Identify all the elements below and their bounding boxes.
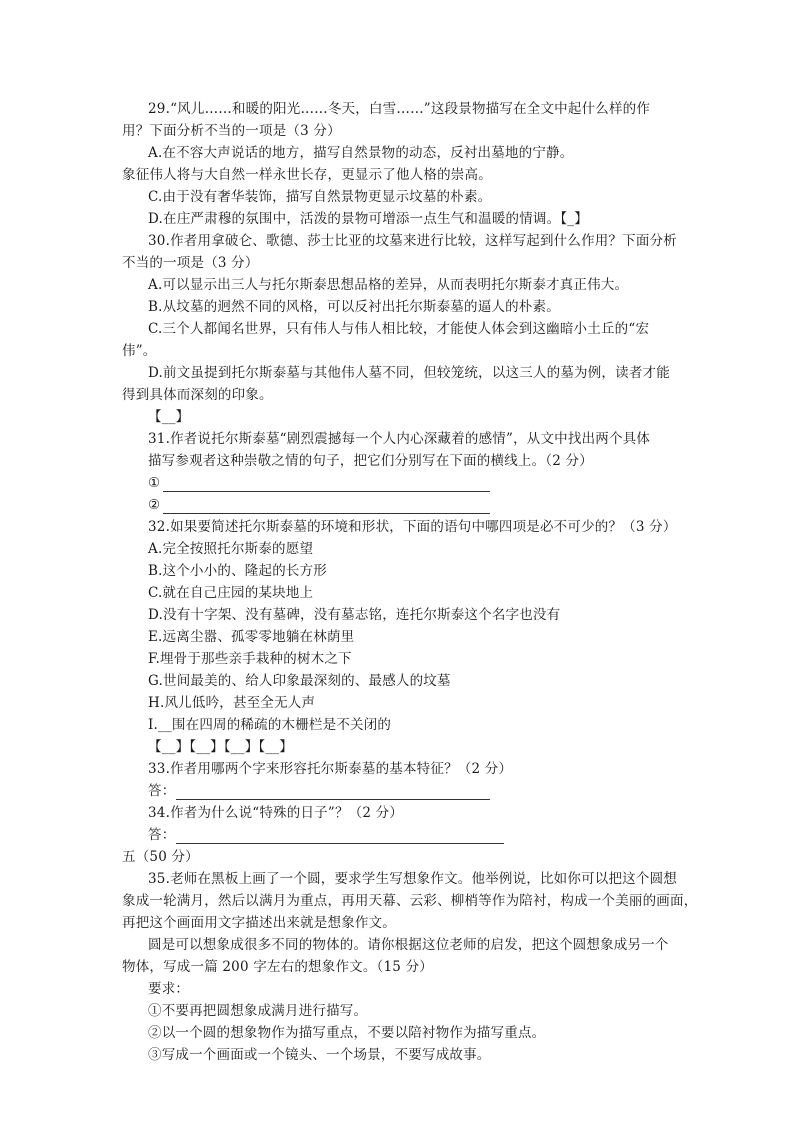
q30-option-b: B.从坟墓的迥然不同的风格，可以反衬出托尔斯泰墓的逼人的朴素。 [148,299,560,315]
q31-stem-cont: 描写参观者这种崇敬之情的句子，把它们分别写在下面的横线上。（2 分） [148,453,593,469]
q32-option-g: G.世间最美的、给人印象最深刻的、最感人的坟墓 [148,673,451,689]
q29-option-b: 象征伟人将与大自然一样永世长存，更显示了他人格的崇高。 [122,167,492,183]
q30-option-d-cont: 得到具体而深刻的印象。 [122,387,273,403]
q35-stem-cont-2: 再把这个画面用文字描述出来就是想象作文。 [122,915,396,931]
q33-answer-label: 答： [148,783,176,799]
q35-requirement-1: ①不要再把圆想象成满月进行描写。 [148,1003,368,1019]
q32-stem: 32.如果要简述托尔斯泰墓的环境和形状，下面的语句中哪四项是必不可少的？（3 分） [148,519,677,535]
q30-option-c-cont: 伟”。 [122,343,157,359]
q29-option-c: C.由于没有奢华装饰，描写自然景物更显示坟墓的朴素。 [148,189,492,205]
q30-option-d: D.前文虽提到托尔斯泰墓与其他伟人墓不同，但较笼统，以这三人的墓为例，读者才能 [148,365,670,381]
q32-option-a: A.完全按照托尔斯泰的愿望 [148,541,314,557]
q35-requirement-3: ③写成一个画面或一个镜头、一个场景，不要写成故事。 [148,1047,491,1063]
q30-option-c: C.三个人都闻名世界，只有伟人与伟人相比较，才能使人体会到这幽暗小土丘的“宏 [148,321,650,337]
q33-answer-line[interactable] [176,799,490,800]
q30-stem-cont: 不当的一项是（3 分） [122,255,259,271]
q30-stem: 30.作者用拿破仑、歌德、莎士比亚的坟墓来进行比较，这样写起到什么作用？下面分析 [148,233,677,249]
q29-option-d: D.在庄严肃穆的氛围中，活泼的景物可增添一点生气和温暖的情调。【_】 [148,211,588,227]
q32-option-f: F.埋骨于那些亲手栽种的树木之下 [148,651,352,667]
q35-stem-cont-1: 象成一轮满月，然后以满月为重点，再用天幕、云彩、柳梢等作为陪衬，构成一个美丽的画面， [122,893,698,909]
q33-stem: 33.作者用哪两个字来形容托尔斯泰墓的基本特征？（2 分） [148,761,513,777]
q29-stem-cont: 用？下面分析不当的一项是（3 分） [122,123,341,139]
q34-stem: 34.作者为什么说“特殊的日子”？（2 分） [148,805,404,821]
q29-option-a: A.在不容大声说话的地方，描写自然景物的动态，反衬出墓地的宁静。 [148,145,574,161]
q34-answer-line[interactable] [176,843,504,844]
q35-requirements-label: 要求： [148,981,190,997]
q35-stem: 35.老师在黑板上画了一个圆，要求学生写想象作文。他举例说，比如你可以把这个圆想 [148,871,677,887]
q31-stem: 31.作者说托尔斯泰墓“剧烈震撼每一个人内心深藏着的感情”，从文中找出两个具体 [148,431,651,447]
q31-answer-line-2[interactable] [163,513,490,514]
q35-requirement-2: ②以一个圆的想象物作为描写重点，不要以陪衬物作为描写重点。 [148,1025,546,1041]
q32-option-b: B.这个小小的、隆起的长方形 [148,563,328,579]
q31-answer-line-1[interactable] [163,491,490,492]
q35-prompt-cont: 物体，写成一篇 200 字左右的想象作文。（15 分） [122,959,433,975]
q32-option-i: I.__围在四周的稀疏的木栅栏是不关闭的 [148,717,392,733]
q32-answer-brackets: 【__】【__】【__】【__】 [148,739,293,755]
q30-answer-bracket: 【__】 [148,409,190,425]
section-five-heading: 五（50 分） [122,849,199,865]
q34-answer-label: 答： [148,827,176,843]
q32-option-c: C.就在自己庄园的某块地上 [148,585,314,601]
q31-answer-label-1: ① [148,475,161,491]
q32-option-d: D.没有十字架、没有墓碑，没有墓志铭，连托尔斯泰这个名字也没有 [148,607,561,623]
q31-answer-label-2: ② [148,497,161,513]
q30-option-a: A.可以显示出三人与托尔斯泰思想品格的差异，从而表明托尔斯泰才真正伟大。 [148,277,629,293]
q29-stem: 29.“风儿……和暖的阳光……冬天，白雪……”这段景物描写在全文中起什么样的作 [148,101,651,117]
q35-prompt: 圆是可以想象成很多不同的物体的。请你根据这位老师的启发，把这个圆想象成另一个 [148,937,669,953]
q32-option-e: E.远离尘嚣、孤零零地躺在林荫里 [148,629,355,645]
q32-option-h: H.风儿低吟，甚至全无人声 [148,695,316,711]
